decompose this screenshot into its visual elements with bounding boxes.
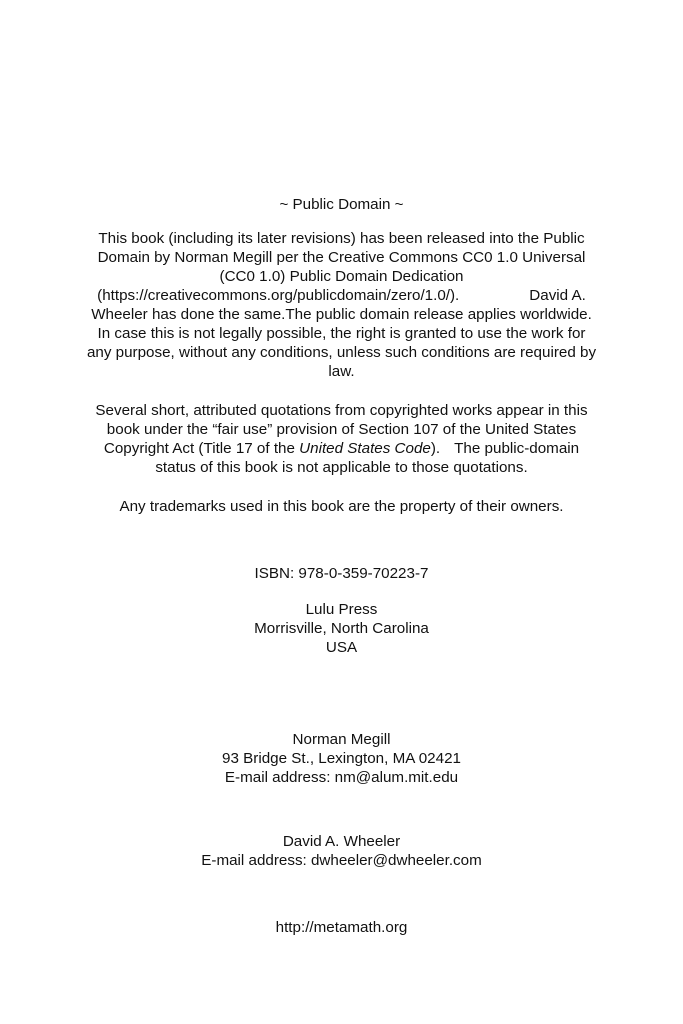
code-title: United States Code bbox=[299, 440, 431, 457]
author-1-email[interactable]: E-mail address: nm@alum.mit.edu bbox=[224, 769, 459, 786]
release-line-7: any purpose, without any conditions, unless such conditions are required by bbox=[86, 344, 597, 361]
author-1-address: 93 Bridge St., Lexington, MA 02421 bbox=[222, 750, 461, 767]
release-line-3: (CC0 1.0) Public Domain Dedication bbox=[219, 268, 464, 285]
publisher-name: Lulu Press bbox=[305, 601, 378, 618]
release-line-5: Wheeler has done the same.The public domain release applies worldwide. bbox=[91, 306, 592, 323]
fair-use-line-3-close: ). bbox=[430, 440, 441, 457]
website-link[interactable]: http://metamath.org bbox=[275, 919, 408, 936]
isbn: ISBN: 978-0-359-70223-7 bbox=[254, 565, 429, 582]
release-line-1: This book (including its later revisions) has been released into the Public bbox=[98, 230, 585, 247]
fair-use-line-3 bbox=[0, 439, 683, 458]
trademarks-notice: Any trademarks used in this book are the property of their owners. bbox=[119, 498, 564, 515]
release-line-4 bbox=[0, 286, 683, 305]
release-line-8: law. bbox=[328, 363, 355, 380]
author-2-name: David A. Wheeler bbox=[282, 833, 401, 850]
fair-use-line-1: Several short, attributed quotations from copyrighted works appear in this bbox=[95, 402, 588, 419]
release-line-4-tail: David A. bbox=[529, 287, 586, 304]
license-url[interactable]: (https://creativecommons.org/publicdomain/zero/1.0/). bbox=[97, 287, 460, 304]
publisher-country: USA bbox=[325, 639, 358, 656]
fair-use-line-4: status of this book is not applicable to those quotations. bbox=[155, 459, 528, 476]
author-2-email[interactable]: E-mail address: dwheeler@dwheeler.com bbox=[201, 852, 482, 869]
fair-use-line-2: book under the “fair use” provision of Section 107 of the United States bbox=[106, 421, 577, 438]
release-line-2: Domain by Norman Megill per the Creative Commons CC0 1.0 Universal bbox=[97, 249, 586, 266]
publisher-city: Morrisville, North Carolina bbox=[254, 620, 429, 637]
page-heading: ~ Public Domain ~ bbox=[279, 196, 404, 213]
release-line-6: In case this is not legally possible, the right is granted to use the work for bbox=[97, 325, 586, 342]
fair-use-line-3-start: Copyright Act (Title 17 of the bbox=[103, 440, 300, 457]
fair-use-line-3-end: The public-domain bbox=[454, 440, 580, 457]
author-1-name: Norman Megill bbox=[292, 731, 391, 748]
